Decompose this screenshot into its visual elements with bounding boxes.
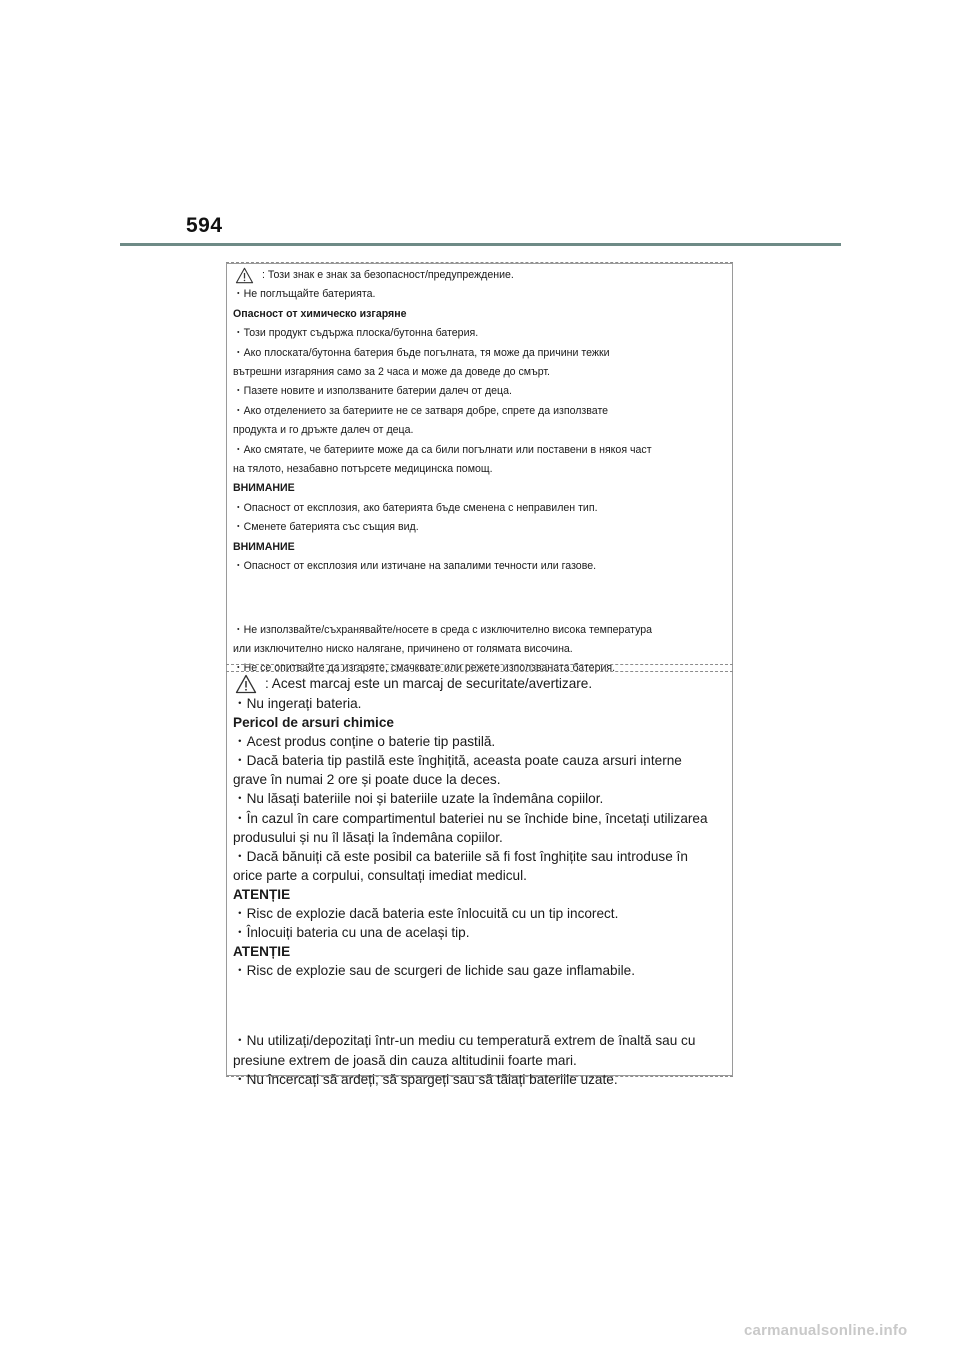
text-line: orice parte a corpului, consultați imediat medicul.	[233, 867, 527, 883]
text-line: ・Acest produs conține o baterie tip pastilă.	[233, 734, 496, 750]
dashed-divider-top	[226, 262, 733, 263]
text-line: ・Не се опитвайте да изгаряте, смачквате или режете използваната батерия.	[233, 662, 616, 675]
bulgarian-warning-text: : Този знак е знак за безопасност/предупреждение.	[262, 269, 514, 281]
text-line: ・Ако смятате, че батериите може да са били погълнати или поставени в някоя част	[233, 443, 652, 456]
text-line: ・Опасност от експлозия, ако батерията бъде сменена с неправилен тип.	[233, 501, 598, 514]
bulgarian-warning-section	[233, 266, 723, 679]
page-number: 594	[186, 214, 223, 237]
text-line: ・Ако отделението за батериите не се затваря добре, спрете да използвате	[233, 404, 609, 417]
text-line: ・Înlocuiți bateria cu una de același tip.	[233, 925, 470, 941]
text-line: продукта и го дръжте далеч от деца.	[233, 424, 414, 437]
section-heading: ATENȚIE	[233, 886, 291, 902]
text-line: ・Не поглъщайте батерията.	[233, 288, 376, 301]
text-line: ・Risc de explozie sau de scurgeri de lichide sau gaze inflamabile.	[233, 963, 635, 979]
romanian-lines	[233, 694, 723, 1089]
text-line: или изключително ниско налягане, причинено от голямата височина.	[233, 642, 573, 655]
text-line: ・Ако плоската/бутонна батерия бъде погълната, тя може да причини тежки	[233, 346, 610, 359]
section-heading: ATENȚIE	[233, 944, 291, 960]
text-line: вътрешни изгаряния само за 2 часа и може да доведе до смърт.	[233, 366, 550, 379]
bulgarian-lines	[233, 285, 723, 678]
text-line: presiune extrem de joasă din cauza altitudinii foarte mari.	[233, 1052, 577, 1068]
text-line: produsului și nu îl lăsați la îndemâna copiilor.	[233, 829, 503, 845]
text-line: ・Nu încercați să ardeți, să spargeți sau să tăiați bateriile uzate.	[233, 1071, 618, 1087]
bulgarian-warning-row	[233, 266, 723, 285]
text-line: grave în numai 2 ore și poate duce la deces.	[233, 772, 501, 788]
text-line: ・Dacă bănuiți că este posibil ca bateriile să fi fost înghițite sau introduse în	[233, 848, 688, 864]
text-line: ・Nu lăsați bateriile noi și bateriile uzate la îndemâna copiilor.	[233, 791, 604, 807]
text-line: ・Сменете батерията със същия вид.	[233, 521, 419, 534]
site-watermark: carmanualsonline.info	[744, 1322, 908, 1339]
text-line: ・Dacă bateria tip pastilă este înghițită, aceasta poate cauza arsuri interne	[233, 753, 682, 769]
romanian-warning-row	[233, 674, 723, 694]
text-line: ・Nu ingerați bateria.	[233, 696, 362, 711]
text-line: ・În cazul în care compartimentul bateriei nu se închide bine, încetați utilizarea	[233, 810, 708, 826]
romanian-warning-section	[233, 674, 723, 1089]
text-line: на тялото, незабавно потърсете медицинска помощ.	[233, 463, 493, 476]
section-heading: Pericol de arsuri chimice	[233, 715, 394, 731]
warning-triangle-icon	[235, 674, 257, 694]
text-line: ・Пазете новите и използваните батерии далеч от деца.	[233, 385, 512, 398]
text-line: ・Nu utilizați/depozitați într-un mediu cu temperatură extrem de înaltă sau cu	[233, 1033, 696, 1049]
header-rule	[120, 243, 841, 246]
section-heading: Опасност от химическо изгаряне	[233, 307, 407, 320]
romanian-warning-text: : Acest marcaj este un marcaj de securitate/avertizare.	[265, 676, 593, 692]
text-line: ・Този продукт съдържа плоска/бутонна батерия.	[233, 327, 479, 340]
text-line: ・Не използвайте/съхранявайте/носете в среда с изключително висока температура	[233, 623, 653, 636]
warning-triangle-icon	[235, 267, 254, 284]
text-line: ・Опасност от експлозия или изтичане на запалими течности или газове.	[233, 560, 597, 573]
paragraph-spacer	[233, 593, 723, 605]
paragraph-spacer	[233, 996, 723, 1015]
section-heading: ВНИМАНИЕ	[233, 482, 295, 495]
section-heading: ВНИМАНИЕ	[233, 540, 295, 553]
text-line: ・Risc de explozie dacă bateria este înlocuită cu un tip incorect.	[233, 906, 619, 922]
